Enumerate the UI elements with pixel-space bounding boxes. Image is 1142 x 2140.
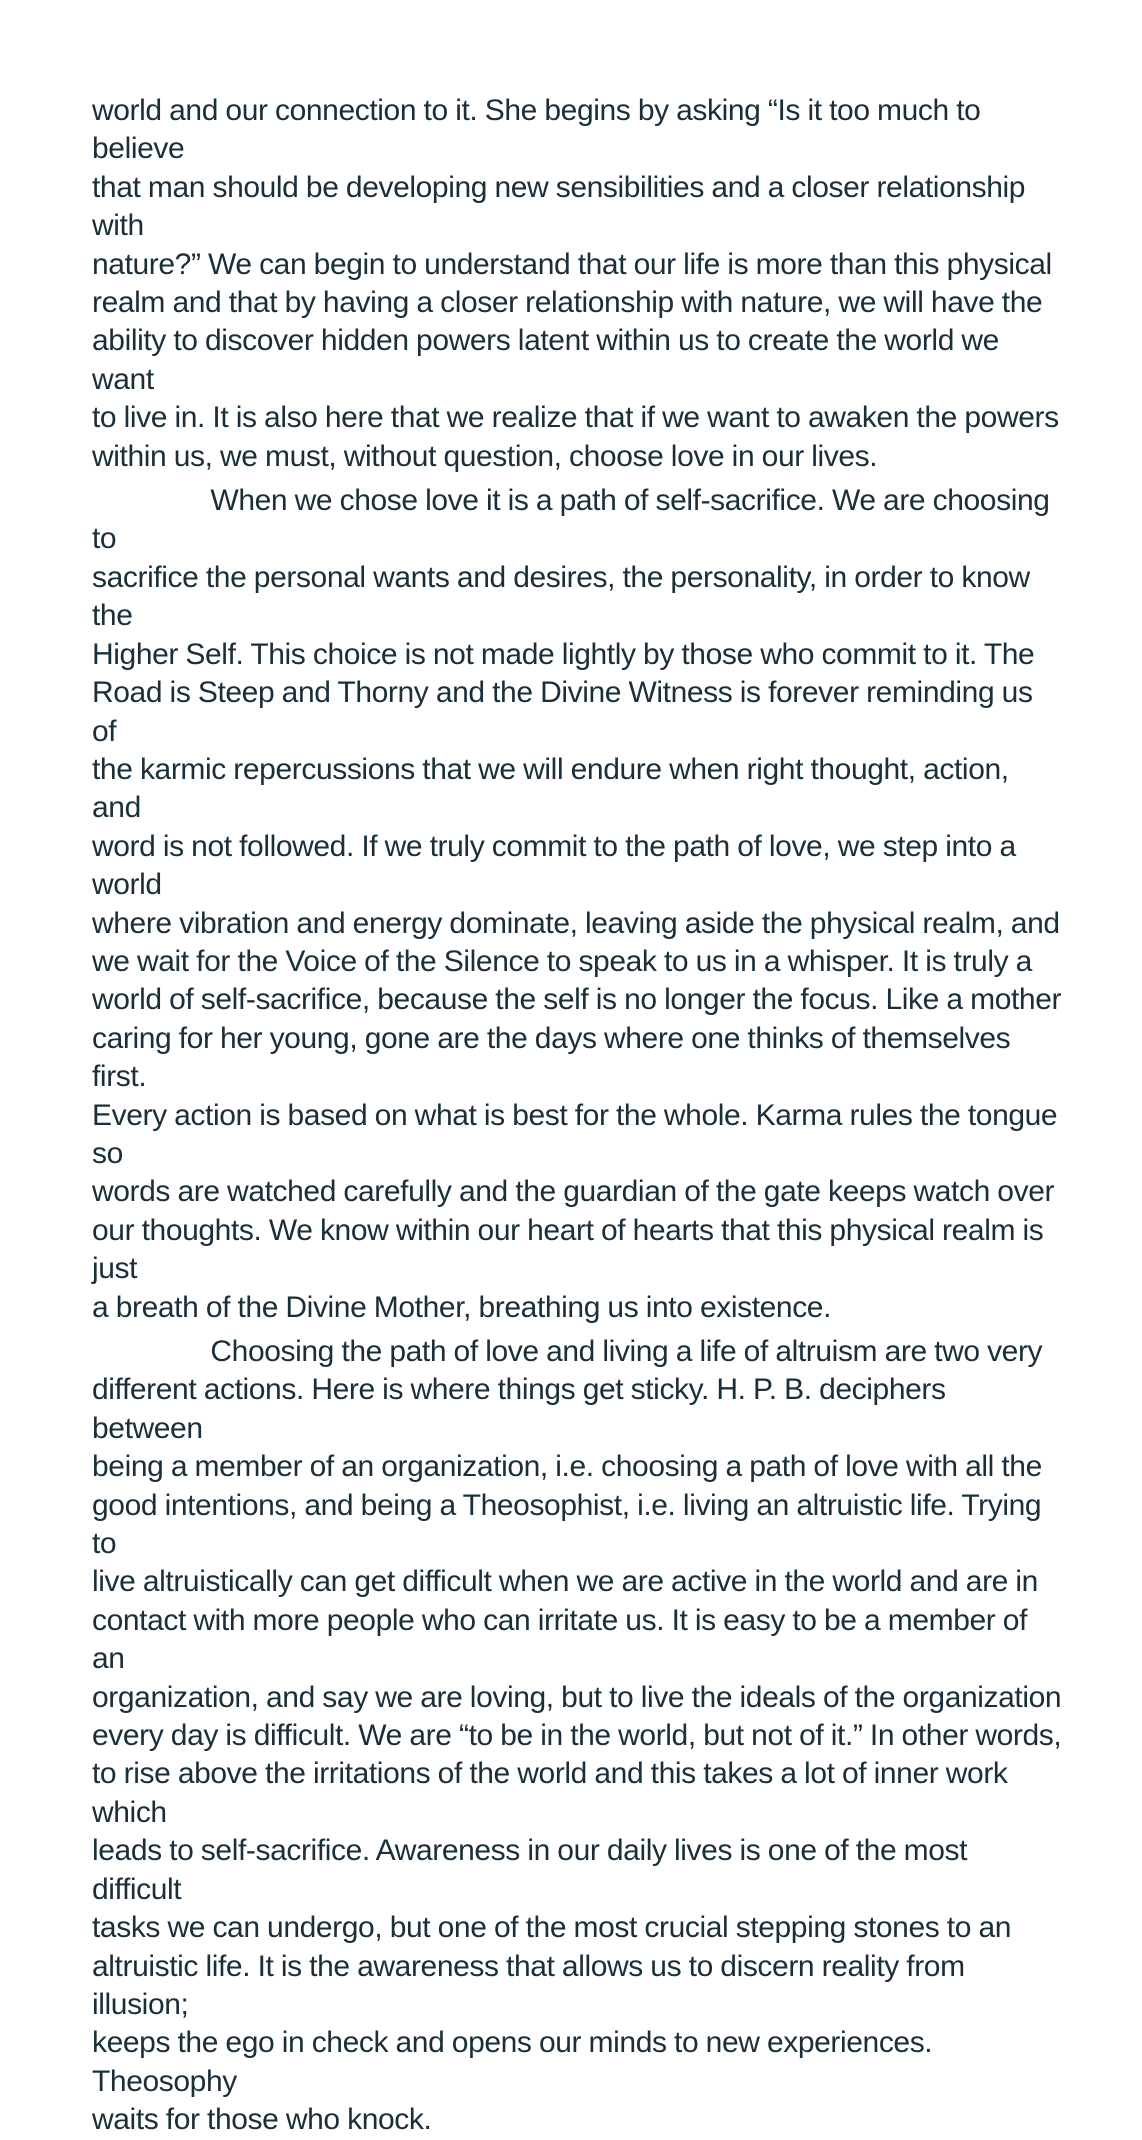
paragraph-2: When we chose love it is a path of self-sacrifice. We are choosing to sacrifice the personal wants and desires, the personality, in order to know the Higher Self. This choice is not made lightly by those who commit to it. The Road is Steep and Thorny and the Divine Witness is forever reminding us of the karmic repercussions that we will endure when right thought, action, and word is not followed. If we truly commit to the path of love, we step into a world where vibration and energy dominate, leaving aside the physical realm, and we wait for the Voice of the Silence to speak to us in a whisper. It is truly a world of self-sacrifice, because the self is no longer the focus. Like a mother caring for her young, gone are the days where one thinks of themselves first. Every action is based on what is best for the whole. Karma rules the tongue so words are watched carefully and the guardian of the gate keeps watch over our thoughts. We know within our heart of hearts that this physical realm is just a breath of the Divine Mother, breathing us into existence. (92, 484, 1062, 1324)
paragraph-1: world and our connection to it. She begins by asking “Is it too much to believe that man should be developing new sensibilities and a closer relationship with nature?” We can begin to understand that our life is more than this physical realm and that by having a closer relationship with nature, we will have the ability to discover hidden powers latent within us to create the world we want to live in. It is also here that we realize that if we want to awaken the powers within us, we must, without question, choose love in our lives. (92, 94, 1059, 473)
paragraph-3: Choosing the path of love and living a life of altruism are two very different actions. Here is where things get sticky. H. P. B. deciphers between being a member of an organization, i.e. choosing a path of love with all the good intentions, and being a Theosophist, i.e. living an altruistic life. Trying to live altruistically can get difficult when we are active in the world and are in contact with more people who can irritate us. It is easy to be a member of an organization, and say we are loving, but to live the ideals of the organization every day is difficult. We are “to be in the world, but not of it.” In other words, to rise above the irritations of the world and this takes a lot of inner work which leads to self-sacrifice. Awareness in our daily lives is one of the most difficult tasks we can undergo, but one of the most crucial stepping stones to an altruistic life. It is the awareness that allows us to discern reality from illusion; keeps the ego in check and opens our minds to new experiences. Theosophy waits for those who knock. (92, 1335, 1062, 2137)
document-page (92, 92, 1062, 2140)
